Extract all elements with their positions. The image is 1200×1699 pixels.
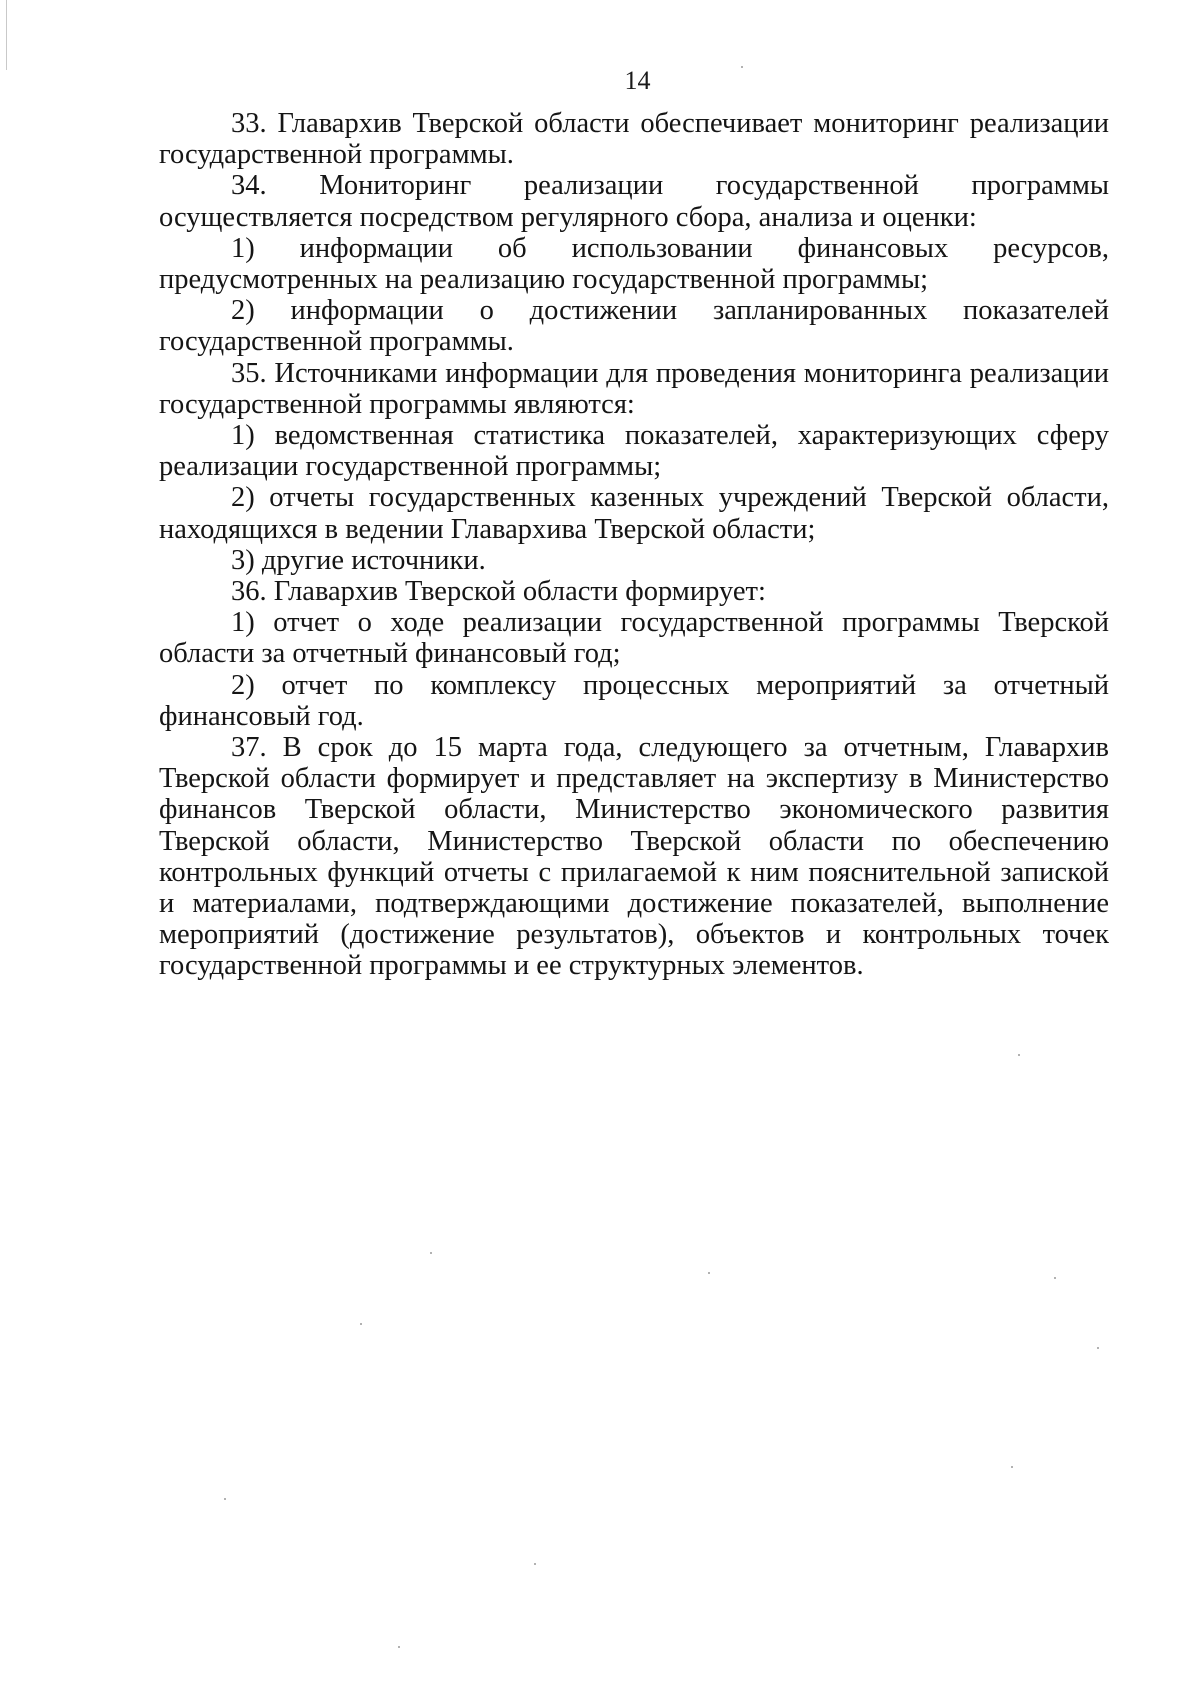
scan-speck xyxy=(224,1498,226,1500)
paragraph-36: 36. Главархив Тверской области формирует: xyxy=(231,576,766,608)
scan-speck xyxy=(398,1646,400,1648)
scan-edge-line xyxy=(6,0,7,70)
paragraph-36-item-2: 2) отчет по комплексу процессных мероприятий за отчетный финансовый год. xyxy=(159,669,1109,732)
paragraph-35-item-3: 3) другие источники. xyxy=(231,544,486,576)
paragraph-34-item-1: 1) информации об использовании финансовых ресурсов, предусмотренных на реализацию государственной программы; xyxy=(159,232,1109,296)
paragraph-33: 33. Главархив Тверской области обеспечивает мониторинг реализации государственной программы. xyxy=(159,108,1109,171)
scan-speck xyxy=(1054,1277,1056,1279)
scan-speck xyxy=(1011,1466,1013,1468)
scan-speck xyxy=(741,66,743,68)
scan-speck xyxy=(430,1252,432,1254)
scan-speck xyxy=(534,1563,536,1565)
paragraph-35-item-2: 2) отчеты государственных казенных учреждений Тверской области, находящихся в ведении Главархива Тверской области; xyxy=(159,482,1109,545)
document-body xyxy=(159,108,1109,982)
scan-speck xyxy=(360,1323,362,1325)
page-number: 14 xyxy=(624,66,651,95)
scan-speck xyxy=(1018,1054,1020,1056)
paragraph-34-item-2: 2) информации о достижении запланированных показателей государственной программы. xyxy=(159,295,1109,358)
scan-speck xyxy=(708,1272,710,1274)
scan-speck xyxy=(1097,1347,1099,1349)
paragraph-36-item-1: 1) отчет о ходе реализации государственной программы Тверской области за отчетный финансовый год; xyxy=(159,607,1109,670)
paragraph-34: 34. Мониторинг реализации государственной программы осуществляется посредством регулярного сбора, анализа и оценки: xyxy=(159,170,1109,233)
paragraph-35-item-1: 1) ведомственная статистика показателей, характеризующих сферу реализации государственной программы; xyxy=(159,420,1109,483)
paragraph-37: 37. В срок до 15 марта года, следующего за отчетным, Главархив Тверской области формирует и представляет на экспертизу в Министерство финансов Тверской области, Министерство экономического развития Тверской области, Министерство Тверской области по обеспечению контрольных функций отчеты с прилагаемой к ним пояснительной запиской и материалами, подтверждающими достижение показателей, выполнение мероприятий (достижение результатов), объектов и контрольных точек государственной программы и ее структурных элементов. xyxy=(159,732,1109,982)
paragraph-35: 35. Источниками информации для проведения мониторинга реализации государственной программы являются: xyxy=(159,357,1109,420)
